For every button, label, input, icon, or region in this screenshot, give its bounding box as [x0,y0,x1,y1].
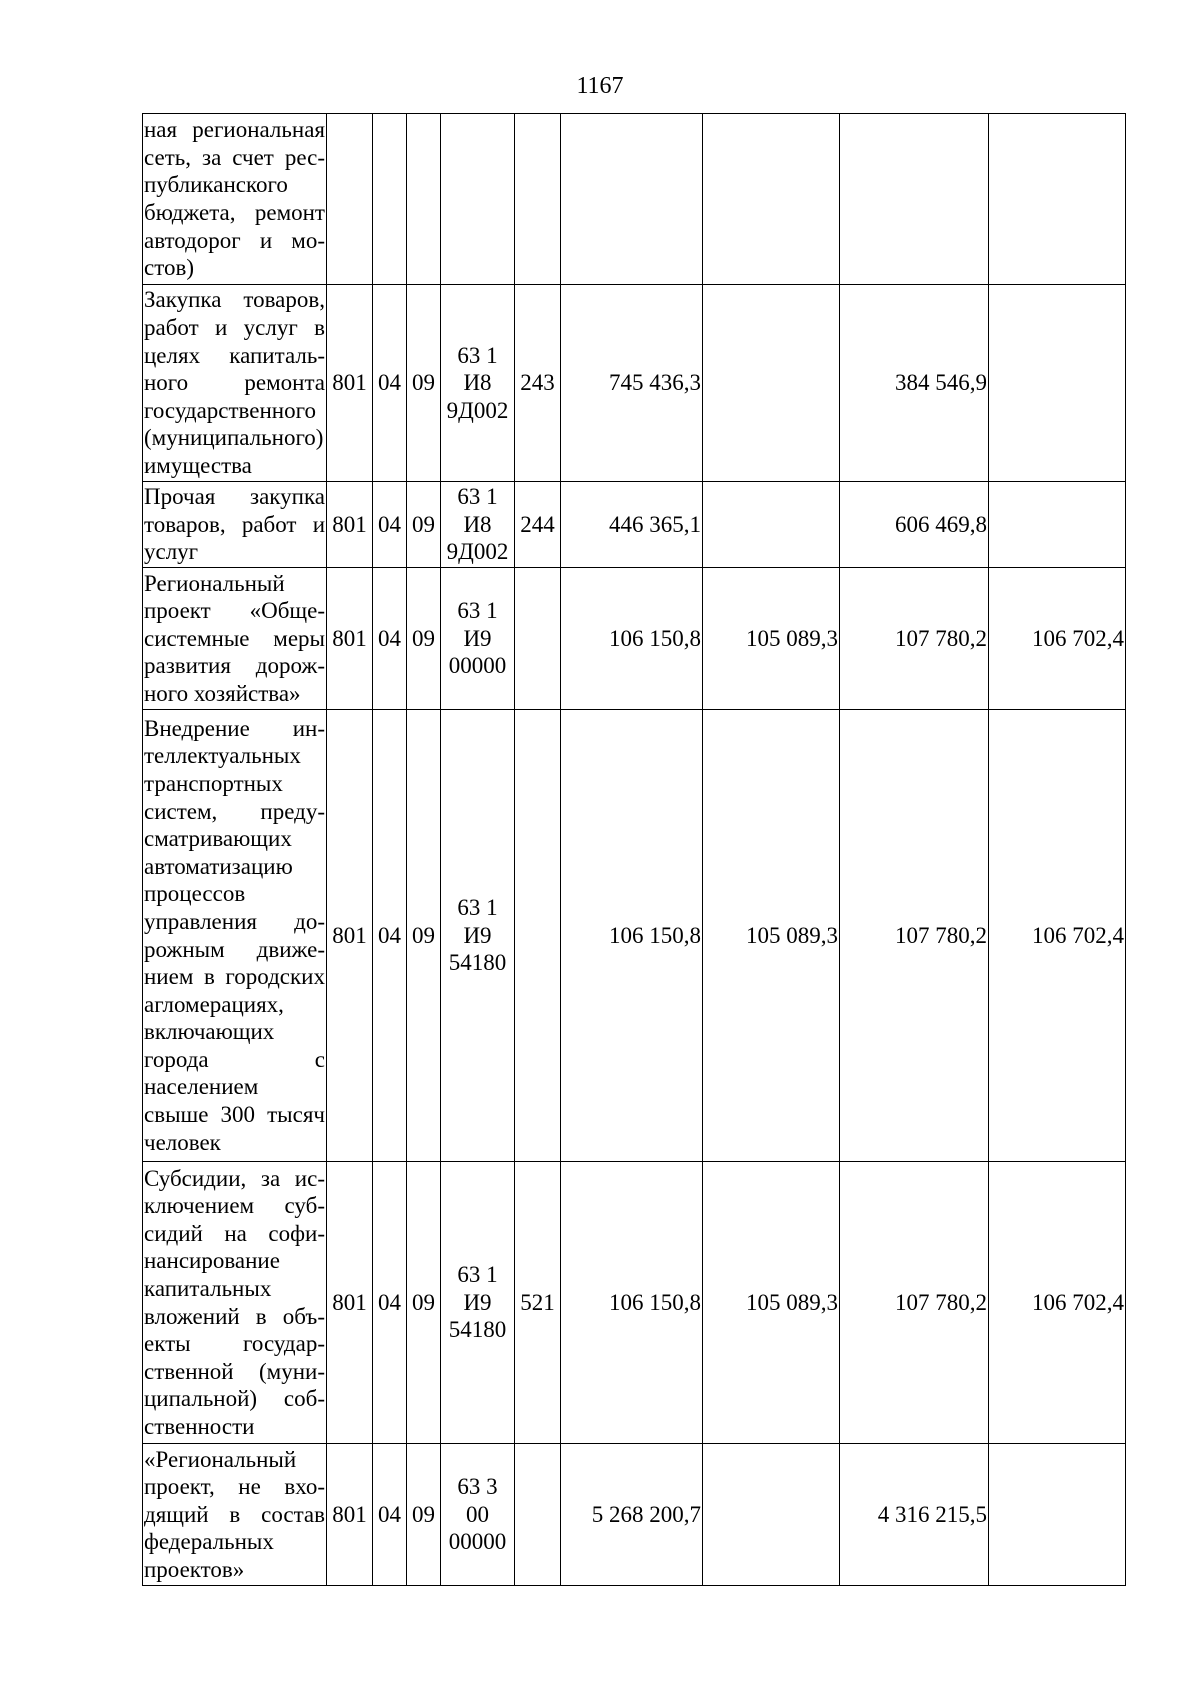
amount-3-cell: 4 316 215,5 [840,1444,989,1586]
target-article-cell: 63 1 И9 54180 [441,710,515,1162]
amount-3-cell: 384 546,9 [840,285,989,482]
section-cell: 04 [373,285,407,482]
amount-4-cell [989,1444,1126,1586]
section-cell: 04 [373,482,407,568]
target-article-cell [441,114,515,285]
table-row [143,568,1126,710]
grbs-cell [327,114,373,285]
grbs-cell: 801 [327,1162,373,1444]
amount-4-cell [989,482,1126,568]
amount-2-cell [703,285,840,482]
subsection-cell: 09 [407,285,441,482]
table-row [143,710,1126,1162]
table-row [143,285,1126,482]
amount-2-cell [703,114,840,285]
grbs-cell: 801 [327,568,373,710]
row-name: Прочая закупка товаров, работ и услуг [143,482,327,568]
page-number: 1167 [576,73,624,99]
amount-3-cell: 107 780,2 [840,710,989,1162]
amount-3-cell [840,114,989,285]
amount-4-cell [989,114,1126,285]
table-row [143,482,1126,568]
grbs-cell: 801 [327,710,373,1162]
amount-1-cell: 446 365,1 [561,482,703,568]
row-name: Субсидии, за исключением субсидий на софинансирование капитальных вложений в объекты государственной (муниципальной) собственности [143,1162,327,1444]
amount-1-cell: 745 436,3 [561,285,703,482]
expense-type-cell: 244 [515,482,561,568]
amount-1-cell [561,114,703,285]
target-article-cell: 63 1 И9 00000 [441,568,515,710]
subsection-cell: 09 [407,1444,441,1586]
target-article-cell: 63 3 00 00000 [441,1444,515,1586]
section-cell: 04 [373,710,407,1162]
expense-type-cell [515,1444,561,1586]
amount-3-cell: 107 780,2 [840,1162,989,1444]
subsection-cell [407,114,441,285]
amount-4-cell [989,285,1126,482]
expense-type-cell [515,114,561,285]
amount-1-cell: 106 150,8 [561,710,703,1162]
subsection-cell: 09 [407,568,441,710]
subsection-cell: 09 [407,1162,441,1444]
amount-4-cell: 106 702,4 [989,710,1126,1162]
row-name: «Региональный проект, не входящий в состав федеральных проектов» [143,1444,327,1586]
grbs-cell: 801 [327,1444,373,1586]
amount-2-cell: 105 089,3 [703,568,840,710]
subsection-cell: 09 [407,710,441,1162]
table-row [143,1162,1126,1444]
expense-type-cell [515,568,561,710]
amount-3-cell: 606 469,8 [840,482,989,568]
budget-table [142,113,1126,1586]
expense-type-cell: 243 [515,285,561,482]
amount-1-cell: 106 150,8 [561,568,703,710]
target-article-cell: 63 1 И8 9Д002 [441,285,515,482]
amount-2-cell [703,1444,840,1586]
subsection-cell: 09 [407,482,441,568]
target-article-cell: 63 1 И9 54180 [441,1162,515,1444]
amount-4-cell: 106 702,4 [989,568,1126,710]
table-row [143,114,1126,285]
expense-type-cell [515,710,561,1162]
row-name: ная региональная сеть, за счет республиканского бюджета, ремонт автодорог и мостов) [143,114,327,285]
amount-2-cell: 105 089,3 [703,710,840,1162]
amount-1-cell: 5 268 200,7 [561,1444,703,1586]
row-name: Региональный проект «Общесистемные меры развития дорожного хозяйства» [143,568,327,710]
row-name: Внедрение интеллектуальных транспортных систем, предусматривающих автоматизацию процессов управления дорожным движением в городских агломерациях, включающих города с населением свыше 300 тысяч человек [143,710,327,1162]
table-row [143,1444,1126,1586]
section-cell [373,114,407,285]
amount-4-cell: 106 702,4 [989,1162,1126,1444]
amount-1-cell: 106 150,8 [561,1162,703,1444]
grbs-cell: 801 [327,285,373,482]
expense-type-cell: 521 [515,1162,561,1444]
section-cell: 04 [373,1444,407,1586]
amount-2-cell [703,482,840,568]
target-article-cell: 63 1 И8 9Д002 [441,482,515,568]
grbs-cell: 801 [327,482,373,568]
amount-3-cell: 107 780,2 [840,568,989,710]
section-cell: 04 [373,568,407,710]
row-name: Закупка товаров, работ и услуг в целях капитального ремонта государственного (муниципального) имущества [143,285,327,482]
section-cell: 04 [373,1162,407,1444]
amount-2-cell: 105 089,3 [703,1162,840,1444]
